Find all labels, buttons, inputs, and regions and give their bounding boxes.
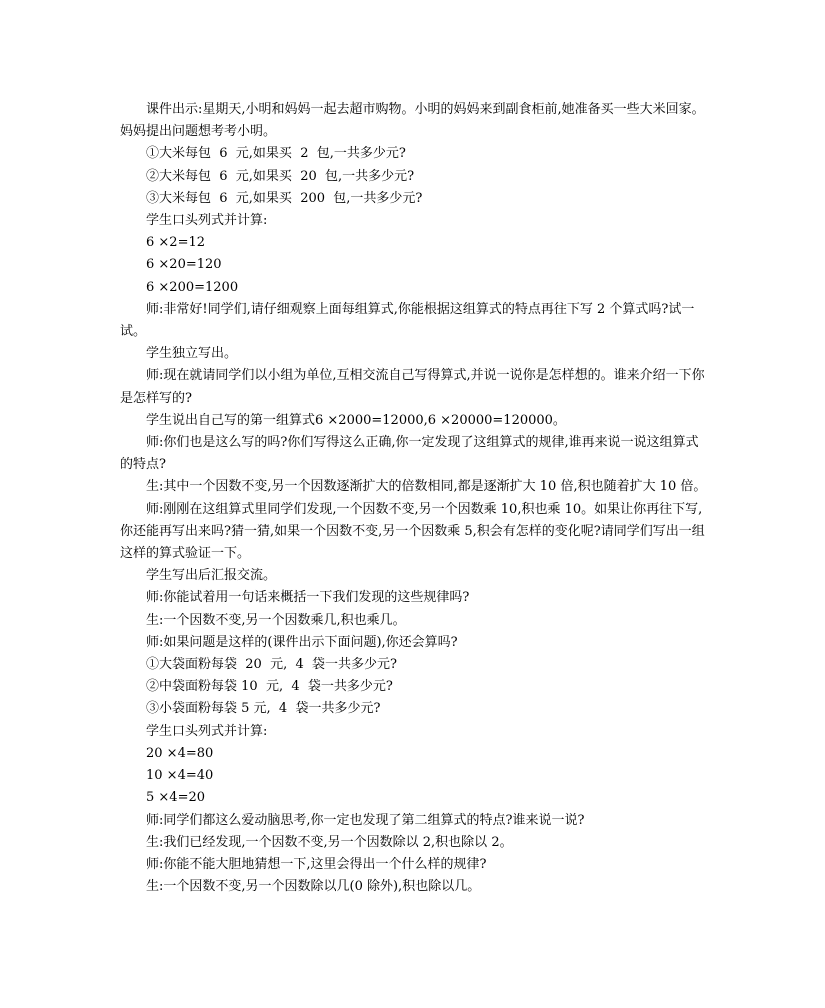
paragraph-student-write: 学生独立写出。 [146, 346, 238, 362]
paragraph-summarize: 师:你能试着用一句话来概括一下我们发现的这些规律吗? [146, 590, 470, 606]
paragraph-intro: 课件出示:星期天,小明和妈妈一起去超市购物。小明的妈妈来到副食柜前,她准备买一些大米回家。妈妈提出问题想考考小明。 [120, 102, 705, 140]
paragraph-teacher-prompt: 师:非常好!同学们,请仔细观察上面每组算式,你能根据这组算式的特点再往下写 2 个算式吗?试一试。 [120, 301, 695, 340]
paragraph-report: 学生写出后汇报交流。 [146, 568, 277, 584]
paragraph-divide-rule: 生:一个因数不变,另一个因数除以几(0 除外),积也除以几。 [146, 879, 481, 895]
question-flour-3: ③小袋面粉每袋 5 元, 4 袋一共多少元? [146, 701, 381, 717]
paragraph-teacher-rule: 师:你们也是这么写的吗?你们写得这么正确,你一定发现了这组算式的规律,谁再来说一说这组算式的特点? [120, 435, 699, 473]
question-rice-2: ②大米每包 6 元,如果买 20 包,一共多少元? [146, 168, 415, 184]
question-flour-1: ①大袋面粉每袋 20 元, 4 袋一共多少元? [146, 657, 397, 673]
paragraph-teacher-guess: 师:刚刚在这组算式里同学们发现,一个因数不变,另一个因数乘 10,积也乘 10。如果让你再往下写,你还能再写出来吗?猜一猜,如果一个因数不变,另一个因数乘 5,积会有怎样的变化呢?请同学们写出一组这样的算式验证一下。 [120, 501, 705, 562]
question-rice-3: ③大米每包 6 元,如果买 200 包,一共多少元? [146, 190, 423, 206]
equation-3: 6 ×200=1200 [146, 279, 239, 295]
paragraph-student-compute-2: 学生口头列式并计算: [146, 723, 268, 739]
equation-5: 10 ×4=40 [146, 768, 214, 784]
equation-4: 20 ×4=80 [146, 745, 214, 761]
equation-2: 6 ×20=120 [146, 257, 222, 273]
question-rice-1: ①大米每包 6 元,如果买 2 包,一共多少元? [146, 146, 406, 162]
paragraph-multiply-rule: 生:一个因数不变,另一个因数乘几,积也乘几。 [146, 612, 406, 628]
paragraph-second-group: 师:同学们都这么爱动脑思考,你一定也发现了第二组算式的特点?谁来说一说? [146, 812, 585, 828]
paragraph-new-problem: 师:如果问题是这样的(课件出示下面问题),你还会算吗? [146, 634, 458, 650]
paragraph-group-discuss: 师:现在就请同学们以小组为单位,互相交流自己写得算式,并说一说你是怎样想的。谁来介绍一下你是怎样写的? [120, 368, 705, 406]
paragraph-bold-guess: 师:你能不能大胆地猜想一下,这里会得出一个什么样的规律? [146, 856, 487, 872]
paragraph-student-first-group: 学生说出自己写的第一组算式6 ×2000=12000,6 ×20000=120000。 [146, 412, 566, 428]
paragraph-divide-found: 生:我们已经发现,一个因数不变,另一个因数除以 2,积也除以 2。 [146, 834, 513, 850]
document-body [120, 99, 710, 898]
question-flour-2: ②中袋面粉每袋 10 元, 4 袋一共多少元? [146, 679, 393, 695]
equation-6: 5 ×4=20 [146, 790, 206, 806]
equation-1: 6 ×2=12 [146, 235, 206, 251]
paragraph-student-compute: 学生口头列式并计算: [146, 213, 268, 229]
paragraph-student-rule: 生:其中一个因数不变,另一个因数逐渐扩大的倍数相同,都是逐渐扩大 10 倍,积也随着扩大 10 倍。 [146, 479, 707, 495]
